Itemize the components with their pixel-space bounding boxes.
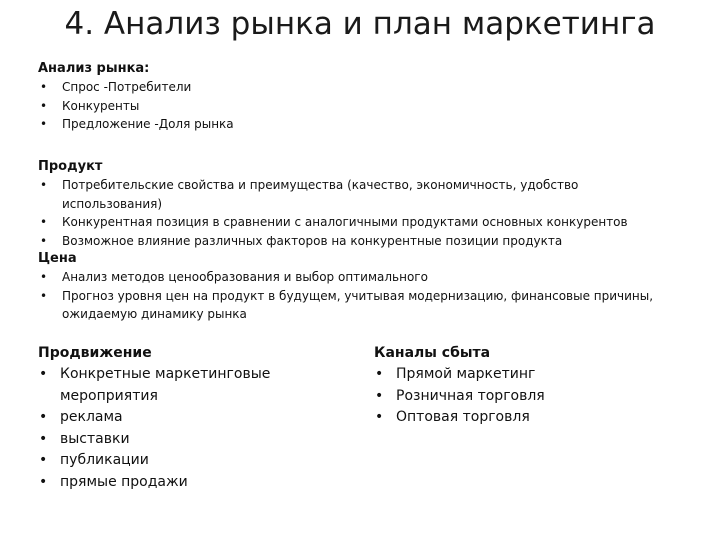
list-item: [38, 429, 338, 451]
list-item: [38, 364, 338, 407]
bullet: •: [40, 215, 48, 229]
bullet: •: [375, 366, 384, 382]
list-item-text: Анализ методов ценообразования и выбор оптимального: [62, 270, 428, 284]
list-item: [38, 176, 668, 213]
bullet: •: [40, 117, 48, 131]
list-item: [38, 213, 668, 232]
product-heading: Продукт: [38, 159, 103, 174]
product-price-section: [38, 158, 668, 324]
list-item: [38, 472, 338, 494]
list-item-text: Конкуренты: [62, 98, 140, 113]
list-item: [374, 407, 674, 429]
price-list: [38, 268, 668, 324]
list-item-text: Прямой маркетинг: [396, 366, 536, 382]
list-item-text: Спрос -Потребители: [62, 80, 192, 94]
list-item: [38, 97, 678, 116]
market-analysis-heading: Анализ рынка:: [38, 61, 150, 76]
bullet: •: [40, 288, 48, 303]
slide-title: 4. Анализ рынка и план маркетинга: [64, 6, 656, 42]
list-item-text: Прогноз уровня цен на продукт в будущем, учитывая модернизацию, финансовые причины, ожидаемую динамику рынка: [62, 288, 654, 321]
market-analysis-list: [38, 78, 678, 134]
list-item: [374, 386, 674, 408]
list-item-text: публикации: [60, 452, 149, 468]
bullet: •: [39, 366, 48, 382]
bullet: •: [40, 178, 48, 192]
bullet: •: [39, 409, 48, 425]
product-list: [38, 176, 668, 250]
bullet: •: [375, 409, 384, 425]
list-item-text: Возможное влияние различных факторов на конкурентные позиции продукта: [62, 233, 563, 248]
sales-channels-section: [374, 342, 674, 429]
list-item: [38, 450, 338, 472]
sales-channels-list: [374, 364, 674, 429]
bullet: •: [40, 233, 48, 248]
promotion-list: [38, 364, 338, 493]
list-item: [374, 364, 674, 386]
bullet: •: [39, 473, 48, 490]
list-item: [38, 232, 668, 251]
sales-channels-heading: Каналы сбыта: [374, 345, 491, 361]
list-item-text: выставки: [60, 430, 130, 447]
list-item-text: прямые продажи: [60, 473, 188, 490]
list-item-text: Потребительские свойства и преимущества (качество, экономичность, удобство использования): [62, 178, 579, 211]
promotion-heading: Продвижение: [38, 345, 152, 361]
list-item-text: Конкурентная позиция в сравнении с аналогичными продуктами основных конкурентов: [62, 215, 628, 229]
price-heading: Цена: [38, 251, 77, 266]
list-item: [38, 287, 668, 324]
list-item: [38, 115, 678, 134]
promotion-section: [38, 342, 338, 493]
bullet: •: [375, 387, 384, 404]
market-analysis-section: [38, 60, 678, 134]
bullet: •: [39, 452, 48, 468]
list-item: [38, 78, 678, 97]
list-item-text: Розничная торговля: [396, 387, 545, 404]
list-item-text: Предложение -Доля рынка: [62, 117, 234, 131]
bullet: •: [40, 80, 48, 94]
bullet: •: [39, 430, 48, 447]
list-item-text: Оптовая торговля: [396, 409, 530, 425]
list-item-text: реклама: [60, 409, 123, 425]
bullet: •: [40, 270, 48, 284]
list-item: [38, 268, 668, 287]
list-item-text: Конкретные маркетинговые мероприятия: [60, 366, 271, 404]
bullet: •: [40, 98, 48, 113]
list-item: [38, 407, 338, 429]
